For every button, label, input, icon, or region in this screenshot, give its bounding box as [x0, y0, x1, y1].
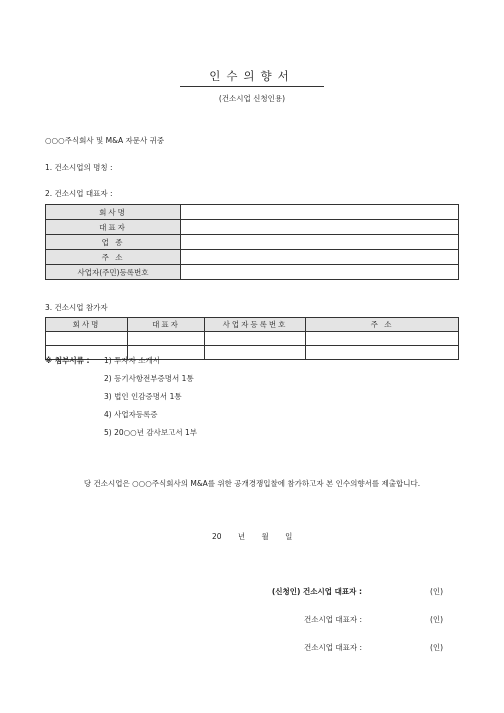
- addressee: ○○○주식회사 및 M&A 자문사 귀중: [45, 136, 165, 145]
- row-value: [181, 220, 459, 235]
- row-label: 주 소: [46, 250, 181, 265]
- row-label: 회사명: [46, 205, 181, 220]
- column-header: 주 소: [306, 318, 459, 332]
- column-header: 사업자등록번호: [205, 318, 306, 332]
- date-line: 20 년 월 일: [212, 532, 293, 541]
- submission-statement: 당 건소시업은 ○○○주식회사의 M&A를 위한 공개경쟁입찰에 참가하고자 본 인수의향서를 제출합니다.: [83, 479, 421, 488]
- section-2-heading: 2. 건소시업 대표자 :: [45, 189, 113, 198]
- title-underline: [180, 86, 324, 87]
- seal-mark: (인): [430, 615, 444, 624]
- table-cell: [205, 332, 306, 346]
- table-row: [46, 220, 459, 235]
- attachment-item: 3) 법인 인감증명서 1통: [104, 392, 182, 401]
- row-label: 사업자(주민)등록번호: [46, 265, 181, 280]
- table-row: [46, 250, 459, 265]
- signature-label: 건소시업 대표자 :: [303, 643, 362, 652]
- row-value: [181, 205, 459, 220]
- section-3-heading: 3. 건소시업 참가자: [45, 303, 108, 312]
- table-cell: [306, 332, 459, 346]
- section-1-heading: 1. 건소시업의 명칭 :: [45, 163, 113, 172]
- table-cell: [46, 332, 128, 346]
- attachments-label: ※ 첨부서류 :: [45, 356, 90, 365]
- attachment-item: 4) 사업자등록증: [104, 410, 158, 419]
- row-value: [181, 265, 459, 280]
- document-title: 인수의향서: [209, 69, 295, 83]
- representative-table: [45, 204, 459, 280]
- table-cell: [306, 346, 459, 360]
- attachment-item: 5) 20○○년 감사보고서 1부: [104, 428, 197, 437]
- seal-mark: (인): [430, 587, 444, 596]
- table-cell: [205, 346, 306, 360]
- row-label: 대표자: [46, 220, 181, 235]
- table-header-row: [46, 318, 459, 332]
- attachment-item: 2) 등기사항전부증명서 1통: [104, 374, 194, 383]
- column-header: 대표자: [128, 318, 205, 332]
- row-value: [181, 250, 459, 265]
- row-value: [181, 235, 459, 250]
- signature-label: (신청인) 건소시업 대표자 :: [271, 587, 362, 596]
- table-row: [46, 235, 459, 250]
- signature-label: 건소시업 대표자 :: [303, 615, 362, 624]
- table-row: [46, 332, 459, 346]
- document-subtitle: (건소시업 신청인용): [218, 94, 286, 103]
- attachment-item: 1) 투자자 소개서: [104, 356, 160, 365]
- seal-mark: (인): [430, 643, 444, 652]
- column-header: 회사명: [46, 318, 128, 332]
- table-row: [46, 205, 459, 220]
- row-label: 업 종: [46, 235, 181, 250]
- participant-table: [45, 317, 459, 360]
- table-row: [46, 265, 459, 280]
- table-cell: [128, 332, 205, 346]
